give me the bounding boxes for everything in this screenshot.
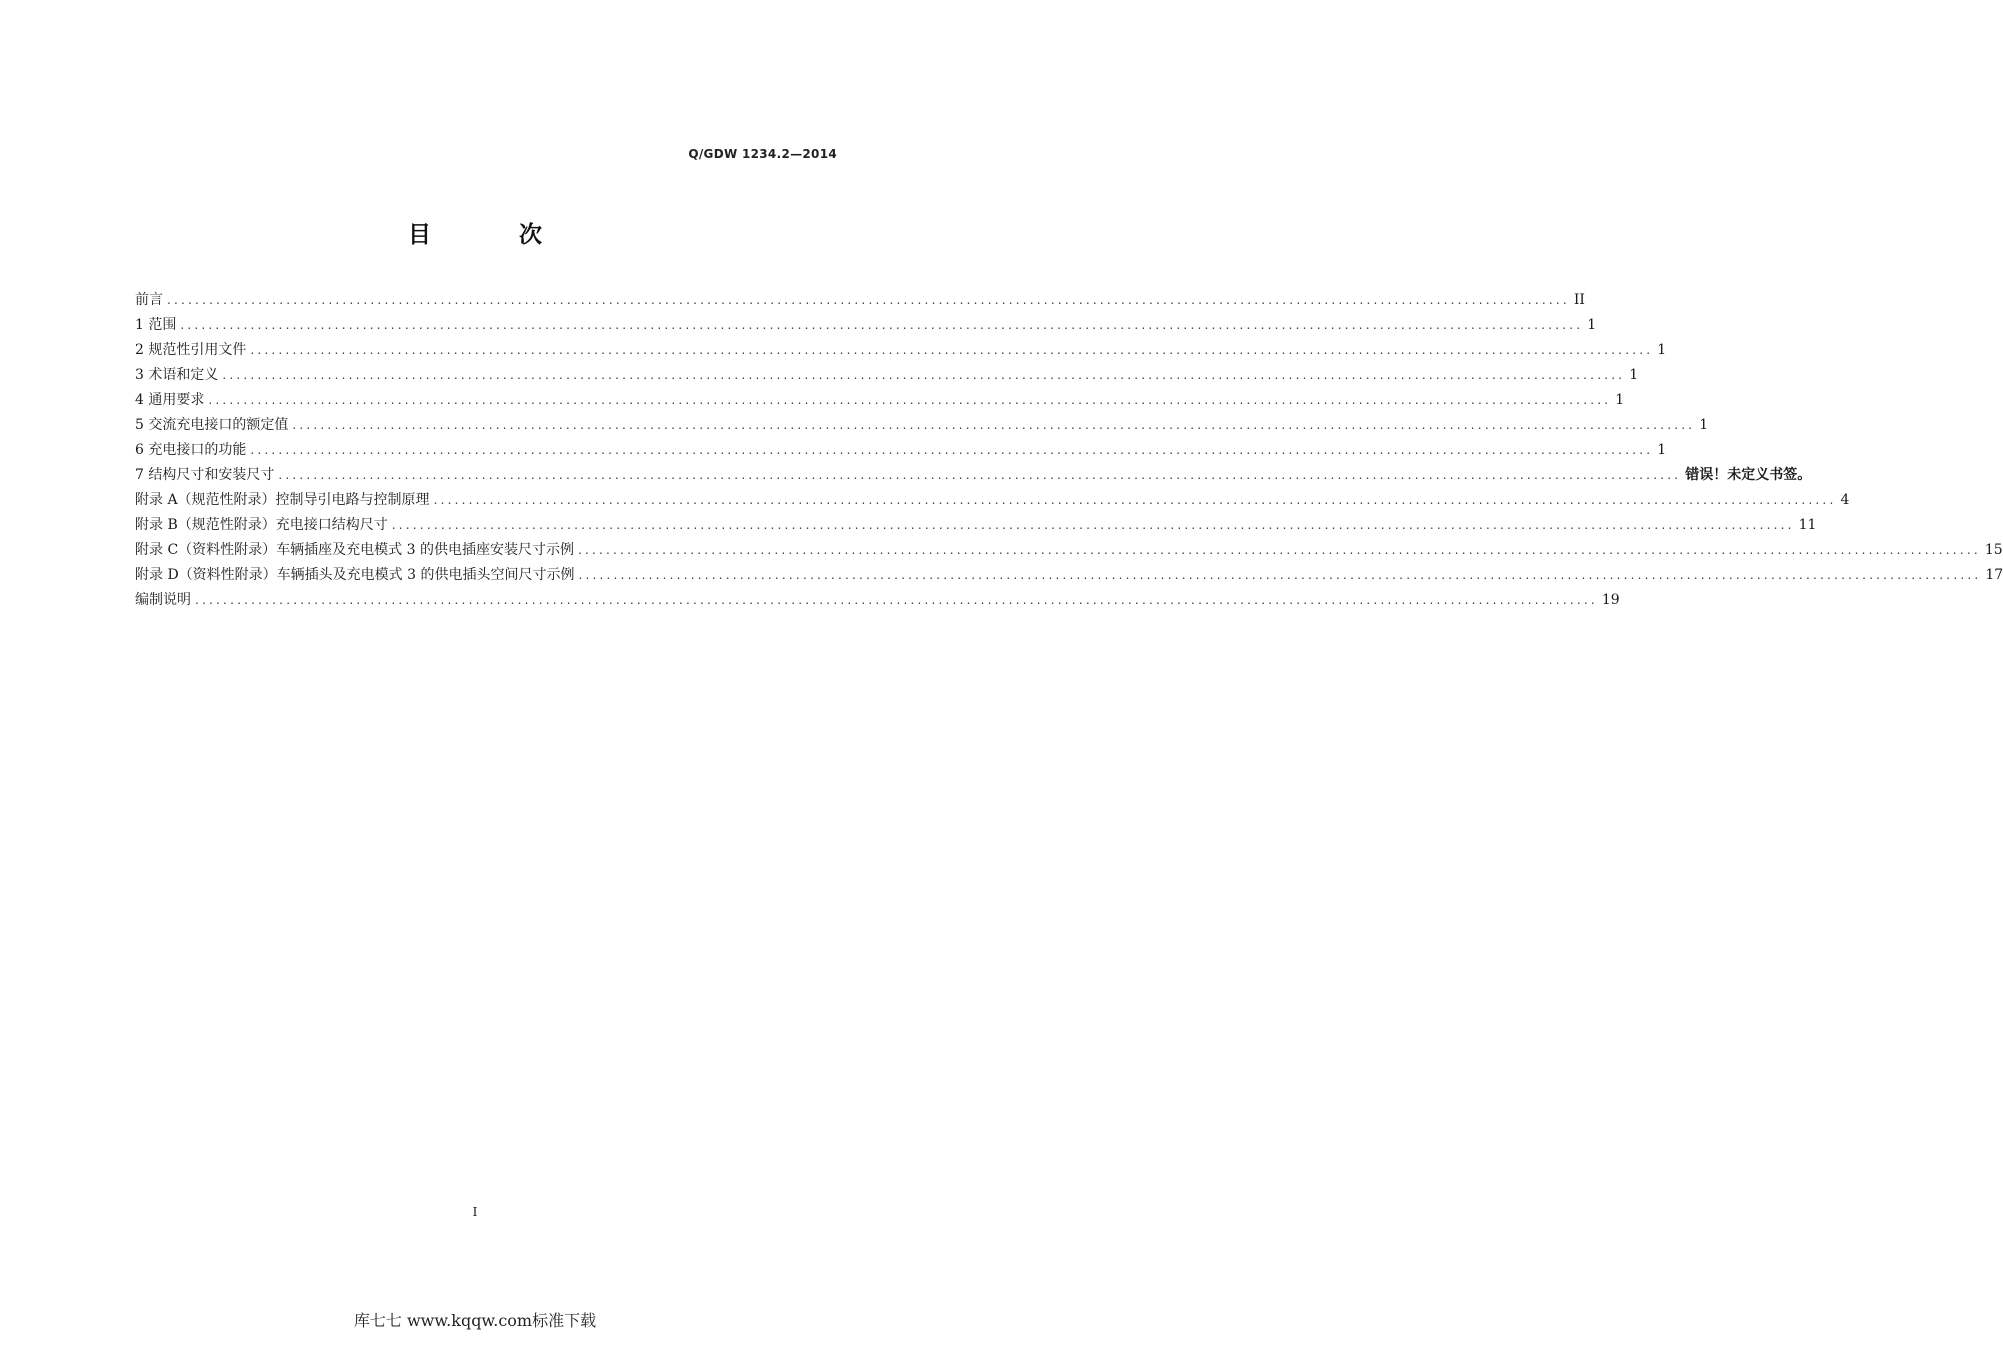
toc-leader-dots: ........................................................................................................................................................................................................ bbox=[180, 318, 1584, 332]
toc-entry-ratings[interactable] bbox=[135, 413, 1709, 438]
page-number: I bbox=[472, 1205, 478, 1219]
toc-entry-page: 4 bbox=[1840, 492, 1850, 508]
document-code: Q/GDW 1234.2—2014 bbox=[688, 147, 837, 161]
toc-title-char-2: 次 bbox=[519, 222, 542, 248]
toc-entry-label: 前言 bbox=[135, 292, 163, 308]
toc-entry-dimensions[interactable] bbox=[135, 463, 1812, 488]
toc-entry-preface[interactable] bbox=[135, 288, 1585, 313]
toc-entry-page: 1 bbox=[1587, 317, 1597, 333]
toc-title-char-1: 目 bbox=[408, 222, 431, 248]
toc-leader-dots: ........................................................................................................................................................................................................ bbox=[208, 393, 1612, 407]
toc-entry-label: 附录 B（规范性附录）充电接口结构尺寸 bbox=[135, 517, 388, 533]
toc-leader-dots: ........................................................................................................................................................................................................ bbox=[222, 368, 1626, 382]
toc-entry-page: 11 bbox=[1798, 517, 1817, 533]
toc-entry-compilation-notes[interactable] bbox=[135, 588, 1620, 613]
toc-entry-label: 附录 C（资料性附录）车辆插座及充电模式 3 的供电插座安装尺寸示例 bbox=[135, 542, 574, 558]
toc-entry-page: 17 bbox=[1985, 567, 2003, 583]
site-watermark: 库七七 www.kqqw.com标准下载 bbox=[353, 1311, 597, 1330]
toc-entry-page-error: 错误！未定义书签。 bbox=[1685, 467, 1812, 483]
toc-leader-dots: ........................................................................................................................................................................................................ bbox=[250, 443, 1654, 457]
toc-entry-label: 6 充电接口的功能 bbox=[135, 442, 247, 458]
toc-entry-normative-references[interactable] bbox=[135, 338, 1667, 363]
toc-entry-label: 附录 A（规范性附录）控制导引电路与控制原理 bbox=[135, 492, 430, 508]
toc-entry-label: 4 通用要求 bbox=[135, 392, 205, 408]
toc-entry-page: 1 bbox=[1615, 392, 1625, 408]
toc-entry-label: 7 结构尺寸和安装尺寸 bbox=[135, 467, 275, 483]
toc-entry-page: 1 bbox=[1699, 417, 1709, 433]
toc-leader-dots: ........................................................................................................................................................................................................ bbox=[195, 593, 1598, 607]
toc-entry-annex-c[interactable] bbox=[135, 538, 2003, 563]
toc-entry-annex-b[interactable] bbox=[135, 513, 1817, 538]
toc-entry-page: 1 bbox=[1657, 342, 1667, 358]
toc-leader-dots: ........................................................................................................................................................................................................ bbox=[167, 293, 1570, 307]
toc-entry-label: 3 术语和定义 bbox=[135, 367, 219, 383]
toc-entry-terms[interactable] bbox=[135, 363, 1639, 388]
toc-entry-annex-a[interactable] bbox=[135, 488, 1850, 513]
toc-entry-label: 附录 D（资料性附录）车辆插头及充电模式 3 的供电插头空间尺寸示例 bbox=[135, 567, 575, 583]
toc-entry-label: 1 范围 bbox=[135, 317, 177, 333]
toc-entry-page: 1 bbox=[1629, 367, 1639, 383]
toc-entry-functions[interactable] bbox=[135, 438, 1667, 463]
toc-leader-dots: ........................................................................................................................................................................................................ bbox=[433, 493, 1837, 507]
toc-entry-page: 15 bbox=[1984, 542, 2003, 558]
toc-entry-label: 编制说明 bbox=[135, 592, 191, 608]
table-of-contents bbox=[135, 288, 2003, 613]
toc-entry-page: 19 bbox=[1601, 592, 1620, 608]
toc-leader-dots: ........................................................................................................................................................................................................ bbox=[391, 518, 1795, 532]
toc-entry-label: 5 交流充电接口的额定值 bbox=[135, 417, 289, 433]
toc-leader-dots: ........................................................................................................................................................................................................ bbox=[250, 343, 1654, 357]
toc-entry-annex-d[interactable] bbox=[135, 563, 2003, 588]
toc-entry-page: II bbox=[1573, 292, 1585, 308]
toc-title bbox=[0, 216, 950, 249]
toc-leader-dots: ........................................................................................................................................................................................................ bbox=[577, 543, 1981, 557]
toc-entry-label: 2 规范性引用文件 bbox=[135, 342, 247, 358]
toc-entry-scope[interactable] bbox=[135, 313, 1597, 338]
toc-entry-page: 1 bbox=[1657, 442, 1667, 458]
toc-leader-dots: ........................................................................................................................................................................................................ bbox=[292, 418, 1696, 432]
toc-leader-dots: ........................................................................................................................................................................................................ bbox=[578, 568, 1982, 582]
toc-entry-general-requirements[interactable] bbox=[135, 388, 1625, 413]
toc-leader-dots: ........................................................................................................................................................................................................ bbox=[278, 468, 1682, 482]
